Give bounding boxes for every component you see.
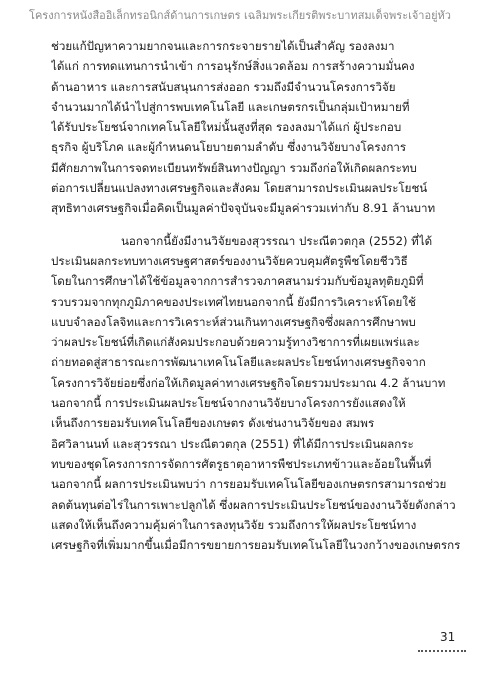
text-line: ทบของชุดโครงการการจัดการศัตรูธาตุอาหารพืชประเภทข้าวและอ้อยในพื้นที่ <box>51 456 432 471</box>
text-line: ได้แก่ การทดแทนการนำเข้า การอนุรักษ์สิ่งแวดล้อม การสร้างความมั่นคง <box>51 59 415 74</box>
text-line: เศรษฐกิจที่เพิ่มมากขึ้นเมื่อมีการขยายการยอมรับเทคโนโลยีในวงกว้างของเกษตรกร <box>51 538 461 553</box>
text-line: มีศักยภาพในการจดทะเบียนทรัพย์สินทางปัญญา รวมถึงก่อให้เกิดผลกระทบ <box>51 160 417 175</box>
text-line: ต่อการเปลี่ยนแปลงทางเศรษฐกิจและสังคม โดยสามารถประเมินผลประโยชน์ <box>51 181 428 196</box>
text-line: ได้รับประโยชน์จากเทคโนโลยีใหม่นั้นสูงที่สุด รองลงมาได้แก่ ผู้ประกอบ <box>51 120 402 135</box>
text-line: โดยในการศึกษาได้ใช้ข้อมูลจากการสำรวจภาคสนามร่วมกับข้อมูลทุติยภูมิที่ <box>51 274 424 289</box>
text-line: ประเมินผลกระทบทางเศรษฐศาสตร์ของงานวิจัยควบคุมศัตรูพืชโดยชีววิธี <box>51 253 408 268</box>
text-line: ถ่ายทอดสู่สาธารณะการพัฒนาเทคโนโลยีและผลประโยชน์ทางเศรษฐกิจจาก <box>51 355 426 370</box>
text-line: นอกจากนี้ การประเมินผลประโยชน์จากงานวิจัยบางโครงการยังแสดงให้ <box>51 396 406 411</box>
text-line: โครงการวิจัยย่อยซึ่งก่อให้เกิดมูลค่าทางเศรษฐกิจโดยรวมประมาณ 4.2 ล้านบาท <box>51 375 446 390</box>
text-line: แบบจำลองโลจิทและการวิเคราะห์ส่วนเกินทางเศรษฐกิจซึ่งผลการศึกษาพบ <box>51 314 416 329</box>
text-line: รวบรวมจากทุกภูมิภาคของประเทศไทยนอกจากนี้ ยังมีการวิเคราะห์โดยใช้ <box>51 294 416 309</box>
text-line: นอกจากนี้ ผลการประเมินพบว่า การยอมรับเทคโนโลยีของเกษตรกรสามารถช่วย <box>51 477 447 492</box>
text-line: ว่าผลประโยชน์ที่เกิดแก่สังคมประกอบด้วยความรู้ทางวิชาการที่เผยแพร่และ <box>51 335 420 350</box>
text-line: จำนวนมากได้นำไปสู่การพบเทคโนโลยี และเกษตรกรเป็นกลุ่มเป้าหมายที่ <box>51 99 410 114</box>
text-line: เห็นถึงการยอมรับเทคโนโลยีของเกษตร ดังเช่นงานวิจัยของ สมพร <box>51 416 375 431</box>
text-line-indented: นอกจากนี้ยังมีงานวิจัยของสุวรรณา ประณีตวตกุล (2552) ที่ได้ <box>121 233 433 248</box>
running-header: โครงการหนังสืออิเล็กทรอนิกส์ด้านการเกษตร เฉลิมพระเกียรติพระบาทสมเด็จพระเจ้าอยู่หัว <box>29 9 451 22</box>
text-line: แสดงให้เห็นถึงความคุ้มค่าในการลงทุนวิจัย รวมถึงการให้ผลประโยชน์ทาง <box>51 517 417 532</box>
body-text <box>51 36 469 555</box>
footer-dotted-rule <box>418 650 466 652</box>
text-line: ธุรกิจ ผู้บริโภค และผู้กำหนดนโยบายตามลำดับ ซึ่งงานวิจัยบางโครงการ <box>51 140 407 155</box>
page-number: 31 <box>440 630 456 644</box>
text-line: สุทธิทางเศรษฐกิจเมื่อคิดเป็นมูลค่าปัจจุบันจะมีมูลค่ารวมเท่ากับ 8.91 ล้านบาท <box>51 201 436 216</box>
paragraph-1 <box>51 36 469 219</box>
text-line: อิศวิลานนท์ และสุวรรณา ประณีตวตกุล (2551) ที่ได้มีการประเมินผลกระ <box>51 436 414 451</box>
text-line: ด้านอาหาร และการสนับสนุนการส่งออก รวมถึงมีจำนวนโครงการวิจัย <box>51 79 396 94</box>
text-line: ลดต้นทุนต่อไร่ในการเพาะปลูกได้ ซึ่งผลการประเมินประโยชน์ของงานวิจัยดังกล่าว <box>51 497 456 512</box>
paragraph-spacer <box>51 219 469 231</box>
text-line: ช่วยแก้ปัญหาความยากจนและการกระจายรายได้เป็นสำคัญ รองลงมา <box>51 39 395 53</box>
paragraph-2 <box>51 231 469 556</box>
